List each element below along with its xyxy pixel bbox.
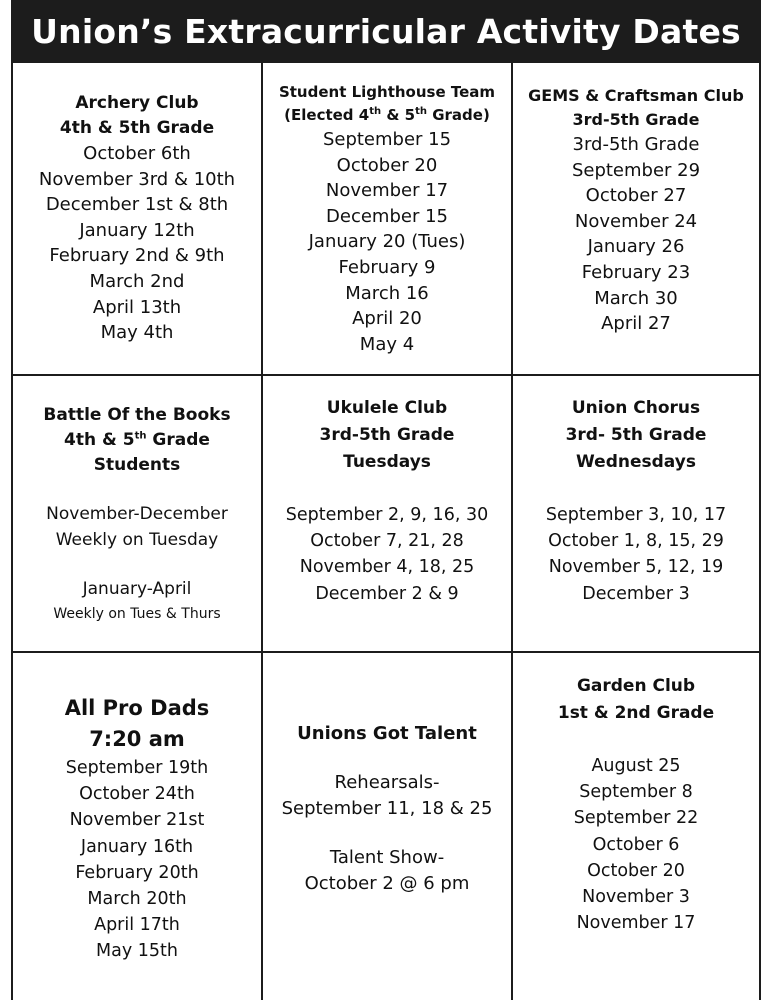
date-item: October 27 [585,185,687,207]
date-item: November 3rd & 10th [38,168,236,190]
date-item: April 17th [94,915,180,936]
date-item: October 20 [587,860,685,881]
date-item: March 30 [594,287,678,309]
archery-club-grade: 4th & 5th Grade [59,118,215,138]
union-chorus-day: Wednesdays [576,452,696,472]
rehearsal-label: Rehearsals- [334,772,440,793]
rehearsal-dates: September 11, 18 & 25 [281,797,493,819]
talent-show-date: October 2 @ 6 pm [304,872,470,894]
date-item: February 23 [581,261,691,283]
date-item: September 2, 9, 16, 30 [285,505,489,525]
date-item: April 13th [92,296,182,318]
union-chorus-grade: 3rd- 5th Grade [565,425,707,445]
date-item: November 21st [69,810,205,831]
date-item: February 9 [338,256,436,278]
date-item: November 5, 12, 19 [548,557,724,578]
battle-of-books-grade: 4th & 5th Grade [64,430,210,450]
date-item: October 7, 21, 28 [310,531,464,552]
date-item: May 4 [359,333,415,355]
all-pro-dads-title: All Pro Dads [64,696,210,720]
date-item: November 4, 18, 25 [299,557,475,578]
lighthouse-team-card [261,63,511,376]
talent-show-label: Talent Show- [329,847,445,869]
date-item: November 17 [576,913,696,934]
ukulele-club-grade: 3rd-5th Grade [319,425,455,445]
date-item: February 2nd & 9th [49,245,225,267]
ukulele-club-day: Tuesdays [343,452,431,472]
date-item: January 26 [587,236,685,258]
date-item: April 27 [601,313,671,335]
union-chorus-title: Union Chorus [571,398,701,418]
date-item: November 3 [582,887,690,908]
date-item: January 20 (Tues) [308,231,466,253]
union-chorus-card [511,376,761,653]
all-pro-dads-time: 7:20 am [89,727,185,751]
schedule-detail: Weekly on Tues & Thurs [53,605,221,622]
schedule-period: November-December [46,504,228,524]
ukulele-club-title: Ukulele Club [326,398,448,418]
date-item: October 6th [83,143,191,164]
ukulele-club-card [261,376,511,653]
date-item: March 2nd [89,270,185,292]
gems-craftsman-card [511,63,761,376]
date-item: December 1st & 8th [45,194,229,216]
unions-got-talent-card [261,653,511,1000]
garden-club-grade: 1st & 2nd Grade [557,703,715,723]
date-item: December 2 & 9 [315,583,459,604]
date-item: February 20th [75,862,199,883]
date-item: 3rd-5th Grade [572,134,700,155]
date-item: August 25 [591,756,681,776]
date-item: September 8 [579,782,693,803]
battle-of-books-audience: Students [93,455,181,475]
date-item: November 17 [325,180,449,202]
lighthouse-team-eligibility: (Elected 4th & 5th Grade) [284,106,490,124]
date-item: January 12th [79,219,195,241]
date-item: May 4th [100,322,174,344]
archery-club-title: Archery Club [75,93,199,113]
date-item: September 29 [571,159,701,181]
date-item: December 3 [582,583,690,604]
schedule-period: January-April [82,579,192,600]
activity-grid [11,63,761,1000]
date-item: November 24 [574,210,698,232]
date-item: January 16th [80,836,194,857]
page-header [11,0,761,63]
battle-of-books-title: Battle Of the Books [43,405,231,425]
date-item: September 15 [322,129,452,150]
gems-craftsman-title: GEMS & Craftsman Club [528,86,744,105]
garden-club-title: Garden Club [576,676,696,696]
date-item: October 1, 8, 15, 29 [548,531,724,552]
date-item: October 20 [336,154,438,176]
date-item: September 19th [65,758,209,778]
date-item: October 6 [592,834,680,855]
lighthouse-team-title: Student Lighthouse Team [278,83,496,101]
date-item: September 3, 10, 17 [545,505,727,525]
garden-club-card [511,653,761,1000]
page-title: Union’s Extracurricular Activity Dates [31,12,741,51]
date-item: September 22 [573,808,699,829]
date-item: March 20th [87,889,187,910]
date-item: April 20 [352,308,422,330]
date-item: December 15 [326,205,448,227]
all-pro-dads-card [11,653,261,1000]
gems-craftsman-grade: 3rd-5th Grade [572,110,700,129]
date-item: May 15th [96,941,178,962]
unions-got-talent-title: Unions Got Talent [297,723,477,744]
schedule-detail: Weekly on Tuesday [55,529,219,550]
archery-club-card [11,63,261,376]
battle-of-books-card [11,376,261,653]
date-item: October 24th [79,784,195,805]
date-item: March 16 [345,282,429,304]
